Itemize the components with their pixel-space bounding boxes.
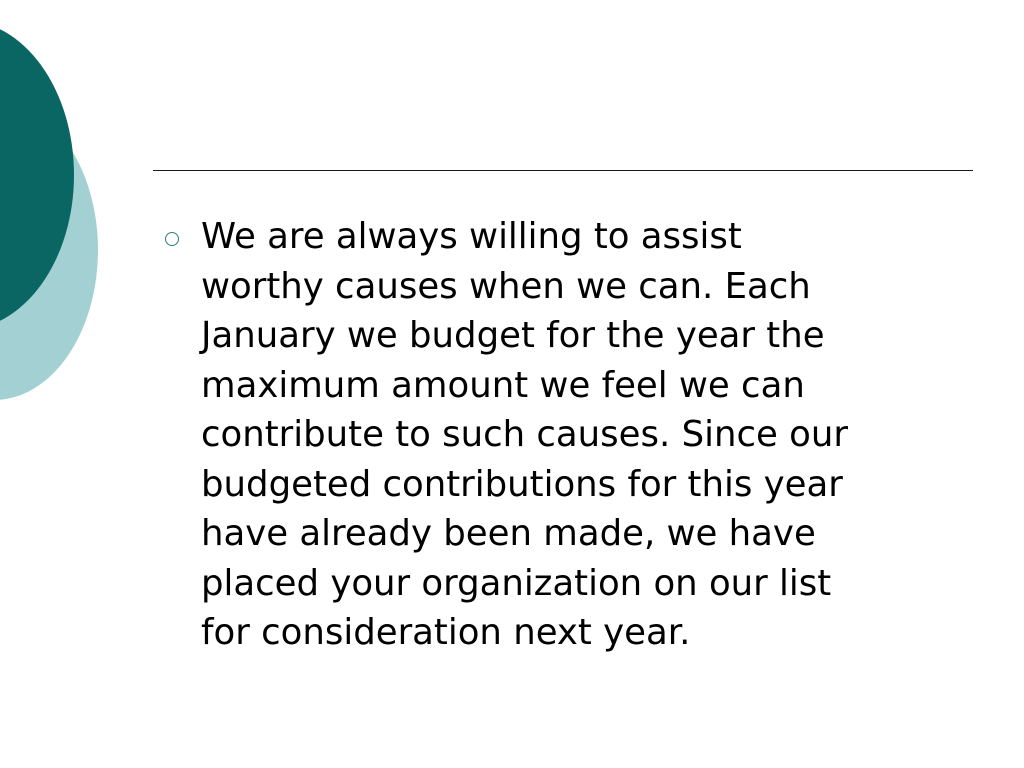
title-divider-line — [153, 170, 973, 171]
hollow-circle-bullet-icon — [165, 232, 179, 246]
bullet-item — [165, 212, 965, 658]
bullet-text: We are always willing to assist worthy causes when we can. Each January we budget for the year the maximum amount we feel we can contribute to such causes. Since our budgeted contributions for this year have already been made, we have placed your organization on our list for consideration next year. — [201, 216, 848, 653]
